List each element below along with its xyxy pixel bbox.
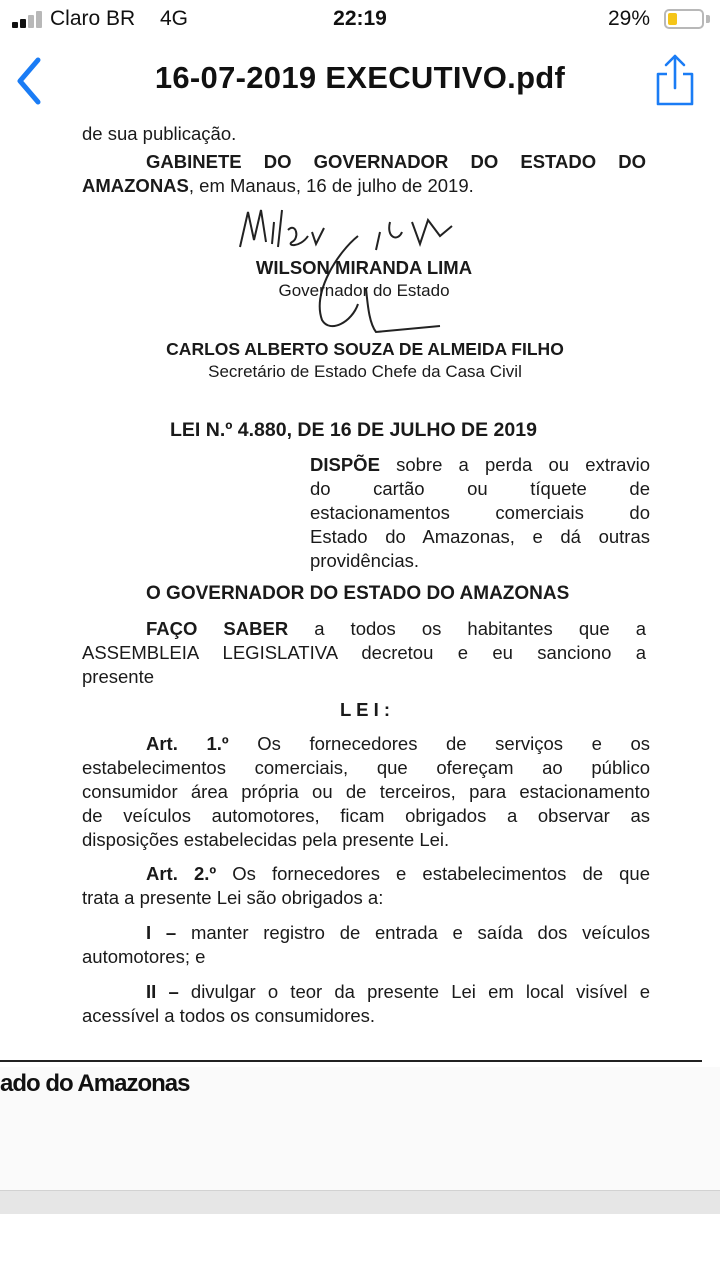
battery-percent: 29% — [607, 7, 650, 30]
share-button[interactable] — [652, 52, 698, 110]
art1-line-5: disposições estabelecidas pela presente Lei. — [82, 829, 450, 850]
law-title: LEI N.º 4.880, DE 16 DE JULHO DE 2019 — [170, 419, 537, 441]
inciso2-lead: II – — [146, 981, 179, 1002]
network-type: 4G — [160, 7, 189, 30]
art1-line-3: consumidor área própria ou de terceiros, para estacionamento — [82, 781, 650, 802]
art2-line-2: trata a presente Lei são obrigados a: — [82, 887, 384, 908]
page-separator — [0, 1190, 720, 1215]
inciso2-text-1: divulgar o teor da presente Lei em local visível e — [190, 981, 650, 1002]
ementa-line-4: Estado do Amazonas, e dá outras — [310, 526, 650, 547]
faco-saber-lead: FAÇO SABER — [146, 618, 289, 639]
art2-line-1 — [146, 862, 650, 886]
faco-saber-line-1 — [146, 617, 646, 641]
art2-text-1: Os fornecedores e estabelecimentos de que — [232, 863, 651, 884]
inciso2-line-2: acessível a todos os consumidores. — [82, 1005, 376, 1026]
next-page-area[interactable] — [0, 1214, 720, 1280]
carrier-name: Claro BR — [50, 7, 136, 30]
inciso1-lead: I – — [146, 922, 177, 943]
art1-line-1 — [146, 732, 650, 756]
ementa-line-2: do cartão ou tíquete de — [310, 478, 650, 499]
art2-lead: Art. 2.º — [146, 863, 217, 884]
art1-line-2: estabelecimentos comerciais, que ofereçam ao público — [82, 757, 650, 778]
page-footer-text: ado do Amazonas — [0, 1070, 190, 1097]
inciso2-line-1 — [146, 980, 650, 1004]
pdf-page-content — [0, 122, 720, 1067]
governor-heading: O GOVERNADOR DO ESTADO DO AMAZONAS — [146, 583, 570, 604]
navigation-bar — [0, 40, 720, 122]
document-title: 16-07-2019 EXECUTIVO.pdf — [154, 60, 566, 95]
pdf-page[interactable] — [0, 122, 720, 1192]
battery-tip — [706, 15, 710, 23]
lei-heading: L E I : — [339, 699, 391, 720]
art1-text-1: Os fornecedores de serviços e os — [257, 733, 651, 754]
faco-saber-line-3: presente — [82, 666, 154, 687]
share-icon — [652, 52, 698, 110]
governor-name: WILSON MIRANDA LIMA — [255, 257, 473, 278]
inciso1-line-2: automotores; e — [82, 946, 206, 967]
inciso1-text-1: manter registro de entrada e saída dos veículos — [190, 922, 650, 943]
ementa-text-1: sobre a perda ou extravio — [396, 454, 651, 475]
secretary-title: Secretário de Estado Chefe da Casa Civil — [208, 362, 522, 381]
status-bar — [0, 0, 720, 40]
ementa-line-5: providências. — [310, 550, 420, 571]
art1-lead: Art. 1.º — [146, 733, 229, 754]
ementa-line-3: estacionamentos comerciais do — [310, 502, 650, 523]
faco-saber-text-1: a todos os habitantes que a — [314, 618, 647, 639]
ementa-lead: DISPÕE — [310, 454, 380, 475]
ementa-line-1 — [310, 453, 650, 477]
clock: 22:19 — [333, 7, 387, 30]
battery-level — [668, 13, 677, 25]
secretary-name: CARLOS ALBERTO SOUZA DE ALMEIDA FILHO — [166, 339, 564, 359]
inciso1-line-1 — [146, 921, 650, 945]
intro-tail: de sua publicação. — [82, 123, 237, 144]
governor-title: Governador do Estado — [278, 281, 450, 300]
back-button[interactable] — [8, 54, 52, 108]
page-divider — [0, 1060, 702, 1062]
battery-icon — [664, 9, 704, 29]
gabinete-rest: , em Manaus, 16 de julho de 2019. — [188, 175, 474, 196]
faco-saber-line-2: ASSEMBLEIA LEGISLATIVA decretou e eu sanciono a — [82, 642, 646, 663]
gabinete-bold: AMAZONAS — [82, 175, 189, 196]
chevron-left-icon — [8, 54, 52, 108]
art1-line-4: de veículos automotores, ficam obrigados a observar as — [82, 805, 650, 826]
gabinete-line-1: GABINETE DO GOVERNADOR DO ESTADO DO — [146, 151, 646, 172]
